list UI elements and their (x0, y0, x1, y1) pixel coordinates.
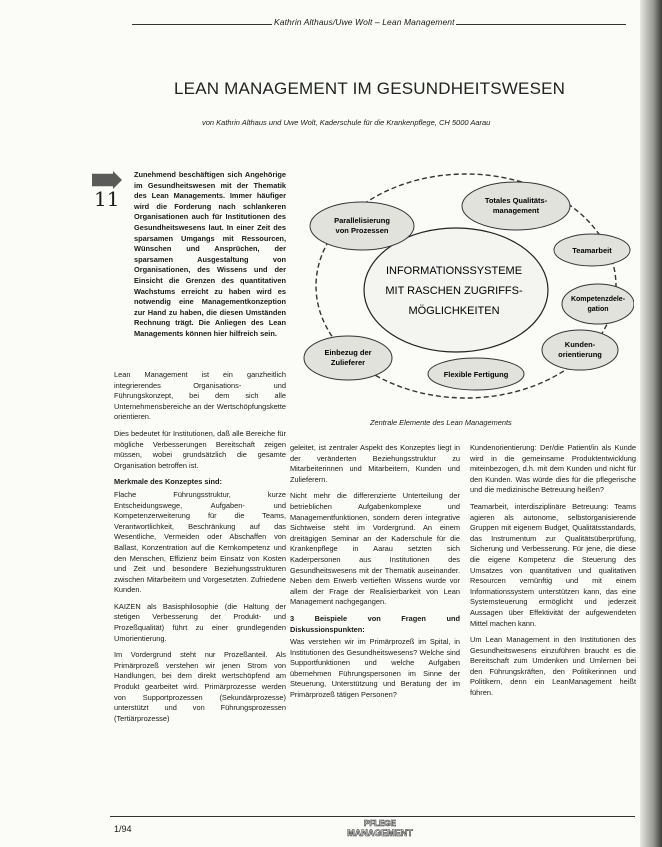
badge-number: 11 (94, 187, 120, 211)
header-rule (132, 24, 272, 25)
diagram-caption: Zentrale Elemente des Lean Managements (370, 418, 512, 427)
center-label-1: INFORMATIONSSYSTEME (385, 265, 523, 277)
paragraph: Kundenorientierung: Der/die Patient/in als Kunde wird in die gemeinsame Produktentwicklung miteinbezogen, d.h. mit dem Kunden und nicht für den Kunden. Was würde dies für die pflegerische und die medizinische Betreuung heißen? (470, 443, 636, 495)
intro-text: Zunehmend beschäftigen sich Angehörige im Gesundheitswesen mit der Thematik des Lean Managements. Immer häufiger wird die Forderung nach schlankeren Organisationen auch für Institutionen des Gesundheitswesens laut. In einer Zeit des sparsamen Umgangs mit Ressourcen, Wünschen und Ansprüchen, der sparsamen Ausgestaltung von Organisationen, des Wissens und der Einsicht die Grenzen des quantitativen Wachstums erreicht zu haben wird es notwendig eine Managementkonzeption zur Hand zu haben, die diesen Umständen Rechnung trägt. Die Anliegen des Lean Managements können hier hilfreich sein. (134, 170, 286, 338)
paragraph: Dies bedeutet für Institutionen, daß alle Bereiche für mögliche Verbesserungen Bereitschaft zeigen müssen, wobei grundsätzlich die gesamte Organisation betroffen ist. (114, 428, 286, 470)
node-label: orientierung (558, 350, 602, 359)
column-3 (470, 443, 636, 705)
center-label-2: MIT RASCHEN ZUGRIFFS- (385, 285, 523, 297)
node-label: von Prozessen (335, 226, 389, 235)
intro-column (134, 170, 286, 346)
node-label: management (492, 206, 540, 215)
paragraph: Nicht mehr die differenzierte Unterteilung der betrieblichen Aufgabenkomplexe und Managementfunktionen, sondern deren integrative Sichtweise steht im Vordergrund. An einem dreitägigen Seminar an der Kaderschule für die Krankenpflege in Aarau setzten sich Kaderpersonen aus Institutionen des Gesundheitswesens mit der Thematik auseinander. Neben dem Erwerb vertieften Wissens wurde vor allem der Frage der Realisierbarkeit von Lean Management nachgegangen. (290, 491, 460, 607)
node-label: gation (587, 306, 609, 313)
subheading: 3 Beispiele von Fragen und Diskussionspunkten: (290, 613, 460, 634)
center-label-3: MÖGLICHKEITEN (408, 305, 500, 317)
header-rule (456, 24, 626, 25)
lean-management-diagram (296, 168, 634, 414)
node-kompetenz (562, 284, 634, 324)
node-label: Zulieferer (330, 358, 366, 367)
node-label: Parallelisierung (334, 216, 390, 225)
footer-rule (110, 816, 635, 817)
node-label: Flexible Fertigung (443, 370, 509, 379)
page-number: 1/94 (114, 824, 132, 834)
node-label: Kunden- (564, 340, 596, 349)
logo-top: PFLEGE (363, 819, 397, 828)
section-badge (92, 171, 126, 233)
paragraph: geleitet, ist zentraler Aspekt des Konzeptes liegt in der veränderten Beziehungsstruktur zu Mitarbeiterinnen und Mitarbeitern, Kunden und Zulieferern. (290, 443, 460, 484)
running-head: Kathrin Althaus/Uwe Wolt – Lean Management (274, 17, 455, 27)
byline: von Kathrin Althaus und Uwe Wolt, Kaderschule für die Krankenpflege, CH 5000 Aarau (202, 118, 491, 127)
page-edge-shadow (640, 0, 662, 847)
paragraph: KAIZEN als Basisphilosophie (die Haltung der stetigen Verbesserung der Produkt- und Prozeßqualität) führt zu einer grundlegenden Umorientierung. (114, 601, 286, 643)
article-title: LEAN MANAGEMENT IM GESUNDHEITSWESEN (174, 79, 566, 98)
node-label: Einbezug der (324, 348, 372, 357)
magazine-logo (325, 818, 435, 838)
paragraph: Um Lean Management in den Institutionen des Gesundheitswesens einzuführen braucht es die Bereitschaft zum Umdenken und Umlernen bei den Führungskräften, den Politikerinnen und Politikern, denn ein LeanManagement heißt führen. (470, 635, 636, 698)
paragraph: Teamarbeit, interdisziplinäre Betreuung: Teams agieren als autonome, selbstorganisierende Gruppen mit eigenem Budget, Qualitätsstandards, das Instrumentum zur Qualitätsüberprüfung, Sicherung und Verbesserung. Für jene, die diese die eigene Kompetenz die Steuerung des Umsatzes von quantitativen und qualitativen Resourcen vernünftig und mit einem Informationssystem unterstützen kann, das eine Systemsteuerung ermöglicht und jederzeit Aussagen über Effektivität der aufgewendeten Mittel machen kann. (470, 501, 636, 628)
subheading: Merkmale des Konzeptes sind: (114, 477, 223, 487)
paragraph: Im Vordergrund steht nur Prozeßanteil. Als Primärprozeß verstehen wir jenen Strom von Handlungen, bei dem direkt wertschöpfend am Produkt gearbeitet wird. Primärprozesse werden von Supportprozessen (Sekundärprozesse) unterstützt und von Führungsprozessen (Tertiärprozesse) (114, 650, 286, 723)
column-2 (290, 443, 460, 707)
paragraph: Was verstehen wir im Primärprozeß im Spital, in Institutionen des Gesundheitswesens? Welche sind Supportfunktionen und welche Aufgaben übernehmen Führungspersonen im Sinne der Steuerung, Unterstützung und Beratung der im Primärprozeß tätigen Personen? (290, 637, 460, 700)
node-label: Totales Qualitäts- (484, 196, 548, 205)
node-label: Teamarbeit (572, 246, 612, 255)
paragraph: Lean Management ist ein ganzheitlich integrierendes Organisations- und Führungskonzept, bei dem sich alle Unternehmensbereiche an der Wertschöpfungskette orientieren. (114, 370, 286, 422)
logo-bottom: MANAGEMENT (347, 828, 413, 838)
node-label: Kompetenzdele- (570, 296, 626, 303)
paragraph: Flache Führungsstruktur, kurze Entscheidungswege, Aufgaben- und Kompetenzerweiterung für die Teams, Verantwortlichkeit, Beschränkung auf das Wesentliche, Vermeiden oder Abschaffen von Ballast, Konzentration auf die Kernkompetenz und den Menschen, Effizienz beim Einsatz von Kosten und Zeit und besondere Beziehungsstrukturen zwischen Mitarbeitern und Vorgesetzten. Zufriedene Kunden. (114, 489, 286, 595)
column-1 (114, 370, 286, 730)
